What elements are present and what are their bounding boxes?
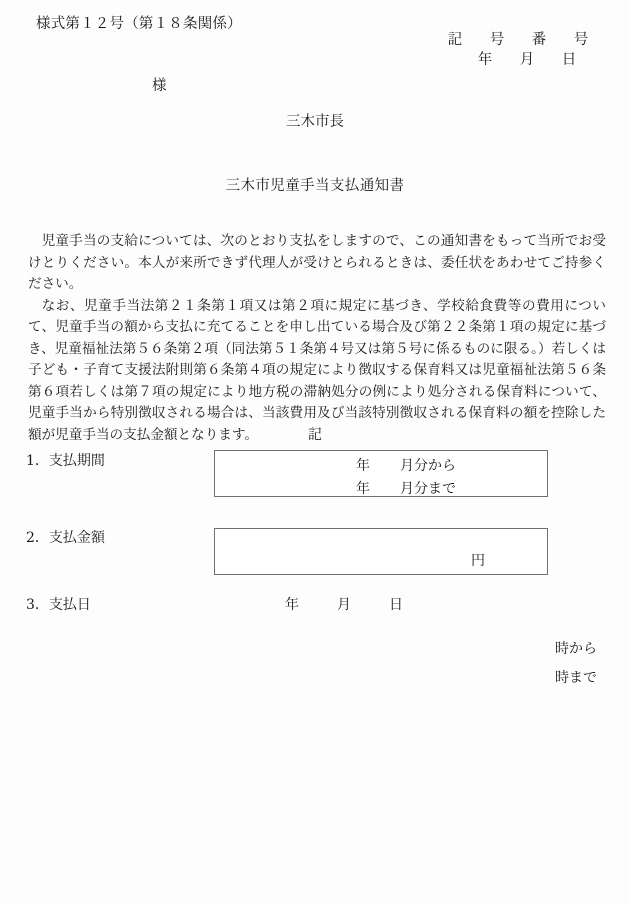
period-to-year-label: 年 (356, 481, 370, 497)
payment-date-line[interactable] (285, 594, 441, 614)
item-1-number: 1． (26, 453, 49, 469)
recipient-honorific: 様 (152, 78, 167, 94)
body-text (28, 231, 606, 446)
time-from-label: 時から (555, 641, 597, 657)
payment-period-box[interactable] (214, 450, 548, 497)
year-label: 年 (477, 52, 493, 68)
item-2-number: 2． (26, 530, 49, 546)
issue-date-row (434, 50, 602, 70)
day-label: 日 (561, 52, 577, 68)
payment-date-day-label: 日 (389, 597, 403, 613)
item-3-text: 支払日 (48, 597, 91, 613)
period-to-suffix: 月分まで (400, 481, 456, 497)
symbol-value-label: 号 (489, 32, 505, 48)
payment-date-month-label: 月 (337, 597, 351, 613)
ki-marker: 記 (308, 427, 322, 443)
payment-period-to-line (356, 478, 456, 498)
number-label: 番 (531, 32, 547, 48)
period-from-year-label: 年 (356, 458, 370, 474)
item-payment-amount-label (26, 527, 105, 547)
item-payment-date-label (26, 594, 91, 614)
body-paragraph-1: 児童手当の支給については、次のとおり支払をしますので、この通知書をもって当所でお受けとりください。本人が来所できず代理人が受けとられるときは、委任状をあわせてご持参ください。 (28, 233, 606, 292)
page-title: 三木市児童手当支払通知書 (225, 178, 405, 194)
currency-unit-label: 円 (471, 553, 485, 569)
item-1-text: 支払期間 (48, 453, 105, 469)
payment-period-from-line (356, 455, 456, 475)
payment-date-year-label: 年 (285, 597, 299, 613)
reference-stamp-block (434, 30, 602, 70)
number-value-label: 号 (573, 32, 589, 48)
period-from-suffix: 月分から (400, 458, 456, 474)
form-number: 様式第１２号（第１８条関係） (36, 16, 242, 32)
item-2-text: 支払金額 (48, 530, 105, 546)
payment-amount-box[interactable] (214, 528, 548, 575)
body-paragraph-2: なお、児童手当法第２１条第１項又は第２項に規定に基づき、学校給食費等の費用について、児童手当の額から支払に充てることを申し出ている場合及び第２２条第１項の規定に基づき、児童福祉法第５６条第２項（同法第５１条第４号又は第５号に係るものに限る。）若しくは子ども・子育て支援法附則第６条第４項の規定により徴収する保育料又は児童福祉法第５６条第６項若しくは第７項の規定により地方税の滞納処分の例により処分される保育料について、児童手当から特別徴収される場合は、当該費用及び当該特別徴収される保育料の額を控除した額が児童手当の支払金額となります。 (28, 297, 606, 443)
time-to-label: 時まで (555, 670, 597, 686)
symbol-label: 記 (447, 32, 463, 48)
item-payment-period-label (26, 450, 105, 470)
month-label: 月 (519, 52, 535, 68)
reference-number-row (434, 30, 602, 50)
issuer-name: 三木市長 (286, 114, 344, 130)
item-3-number: 3． (26, 597, 49, 613)
